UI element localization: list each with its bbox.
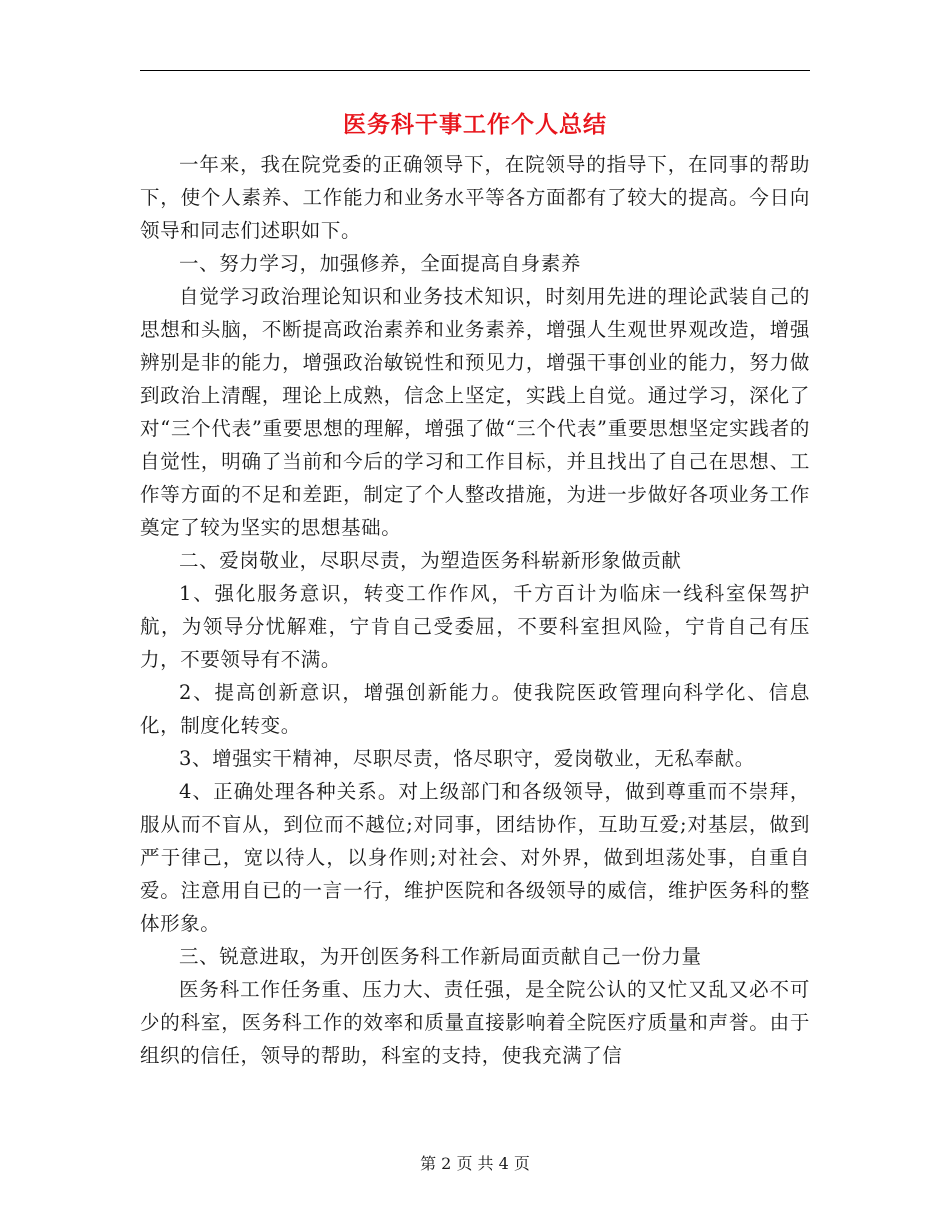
- section-heading-1: 一、努力学习，加强修养，全面提高自身素养: [179, 252, 582, 275]
- page-number-footer: 第 2 页 共 4 页: [420, 1154, 530, 1173]
- header-rule: [140, 70, 810, 71]
- section-2-item-1: 1、强化服务意识，转变工作作风，千方百计为临床一线科室保驾护航，为领导分忧解难，宁肯自己受委屈，不要科室担风险，宁肯自己有压力，不要领导有不满。: [140, 582, 810, 671]
- section-3-paragraph: 医务科工作任务重、压力大、责任强，是全院公认的又忙又乱又必不可少的科室，医务科工作的效率和质量直接影响着全院医疗质量和声誉。由于组织的信任，领导的帮助，科室的支持，使我充满了信: [140, 978, 810, 1067]
- intro-paragraph: 一年来，我在院党委的正确领导下，在院领导的指导下，在同事的帮助下，使个人素养、工作能力和业务水平等各方面都有了较大的提高。今日向领导和同志们述职如下。: [140, 153, 810, 242]
- section-2-item-2: 2、提高创新意识，增强创新能力。使我院医政管理向科学化、信息化，制度化转变。: [140, 681, 810, 737]
- section-heading-3: 三、锐意进取，为开创医务科工作新局面贡献自己一份力量: [179, 945, 702, 968]
- section-2-item-4: 4、正确处理各种关系。对上级部门和各级领导，做到尊重而不崇拜，服从而不盲从，到位而不越位;对同事，团结协作，互助互爱;对基层，做到严于律己，宽以待人，以身作则;对社会、对外界，做到坦荡处事，自重自爱。注意用自已的一言一行，维护医院和各级领导的威信，维护医务科的整体形象。: [140, 780, 810, 935]
- section-1-paragraph: 自觉学习政治理论知识和业务技术知识，时刻用先进的理论武装自己的思想和头脑，不断提高政治素养和业务素养，增强人生观世界观改造，增强辨别是非的能力，增强政治敏锐性和预见力，增强干事创业的能力，努力做到政治上清醒，理论上成熟，信念上坚定，实践上自觉。通过学习，深化了对“三个代表”重要思想的理解，增强了做“三个代表”重要思想坚定实践者的自觉性，明确了当前和今后的学习和工作目标，并且找出了自己在思想、工作等方面的不足和差距，制定了个人整改措施，为进一步做好各项业务工作奠定了较为坚实的思想基础。: [140, 285, 810, 539]
- section-2-item-3: 3、增强实干精神，尽职尽责，恪尽职守，爱岗敬业，无私奉献。: [179, 747, 755, 770]
- document-body: [140, 148, 810, 1072]
- section-heading-2: 二、爱岗敬业，尽职尽责，为塑造医务科崭新形象做贡献: [179, 549, 682, 572]
- document-title: 医务科干事工作个人总结: [343, 111, 607, 138]
